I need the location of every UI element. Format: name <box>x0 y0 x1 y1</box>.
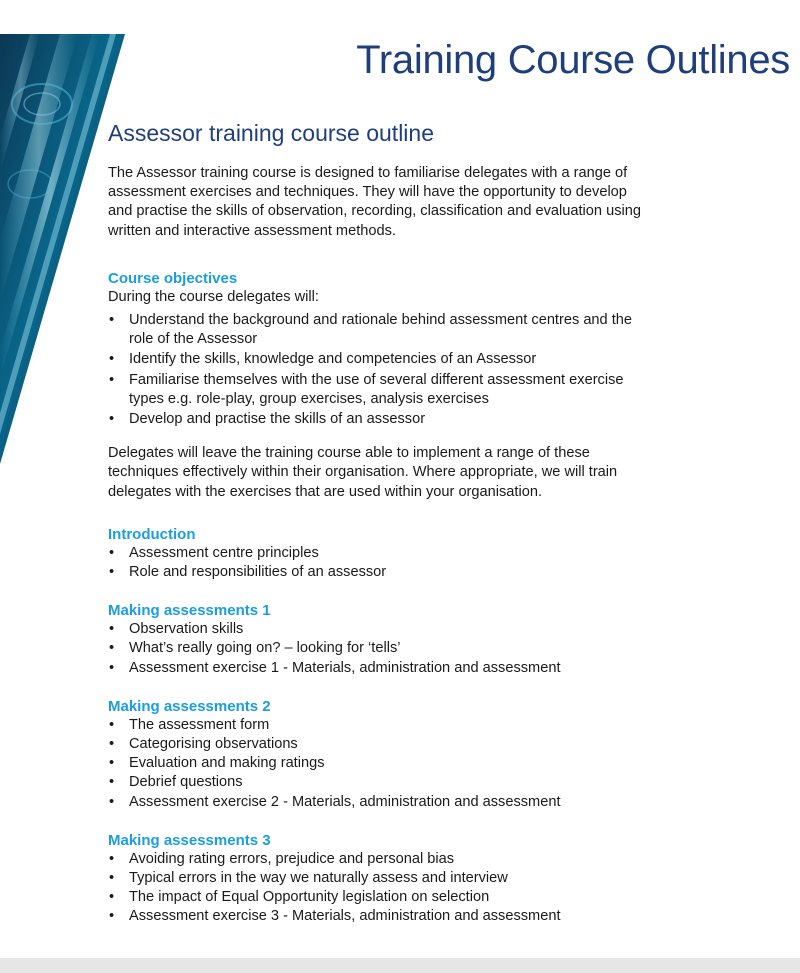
section-heading: Course objectives <box>108 269 238 287</box>
list-item: • Categorising observations <box>108 735 708 754</box>
intro-paragraph: The Assessor training course is designed to familiarise delegates with a range of assessment exercises and techniques. They will have the opportunity to develop and practise the skills of observation, recording, classification and evaluation using written and interactive assessment methods. <box>108 165 641 239</box>
list-item: • Evaluation and making ratings <box>108 754 708 773</box>
document-heading: Assessor training course outline <box>108 120 434 146</box>
objectives-lead: During the course delegates will: <box>108 288 319 305</box>
list-item: • Avoiding rating errors, prejudice and personal bias <box>108 850 708 869</box>
section-list <box>108 850 708 927</box>
list-item: • Understand the background and rationale behind assessment centres and the role of the Assessor <box>108 311 708 349</box>
document-body <box>108 164 708 946</box>
list-item: • Identify the skills, knowledge and competencies of an Assessor <box>108 350 708 369</box>
section-list <box>108 620 708 678</box>
list-item: • Familiarise themselves with the use of several different assessment exercise types e.g. role-play, group exercises, analysis exercises <box>108 371 708 409</box>
section-list <box>108 716 708 812</box>
decorative-header-graphic <box>0 34 125 464</box>
section-heading: Introduction <box>108 525 196 543</box>
list-item: • The impact of Equal Opportunity legislation on selection <box>108 888 708 907</box>
making-assessments-1-section <box>108 601 708 678</box>
closing-paragraph: Delegates will leave the training course able to implement a range of these techniques effectively within their organisation. Where appropriate, we will train delegates with the exercises that are used within your organisation. <box>108 445 618 500</box>
objectives-list <box>108 311 708 429</box>
list-item: • What’s really going on? – looking for ‘tells’ <box>108 639 708 658</box>
making-assessments-2-section <box>108 697 708 812</box>
list-item: • Debrief questions <box>108 773 708 792</box>
list-item: • Typical errors in the way we naturally assess and interview <box>108 869 708 888</box>
list-item: • The assessment form <box>108 716 708 735</box>
course-objectives-section <box>108 269 708 429</box>
list-item: • Develop and practise the skills of an assessor <box>108 410 708 429</box>
list-item: • Assessment exercise 1 - Materials, administration and assessment <box>108 659 708 678</box>
making-assessments-3-section <box>108 831 708 927</box>
list-item: • Assessment exercise 3 - Materials, administration and assessment <box>108 907 708 926</box>
list-item: • Assessment centre principles <box>108 544 708 563</box>
section-heading: Making assessments 3 <box>108 831 271 849</box>
page-title: Training Course Outlines <box>356 38 790 82</box>
introduction-section <box>108 525 708 582</box>
list-item: • Assessment exercise 2 - Materials, administration and assessment <box>108 793 708 812</box>
list-item: • Role and responsibilities of an assessor <box>108 563 708 582</box>
section-heading: Making assessments 1 <box>108 602 271 620</box>
section-list <box>108 544 708 582</box>
list-item: • Observation skills <box>108 620 708 639</box>
section-heading: Making assessments 2 <box>108 697 271 715</box>
bottom-border <box>0 958 800 973</box>
